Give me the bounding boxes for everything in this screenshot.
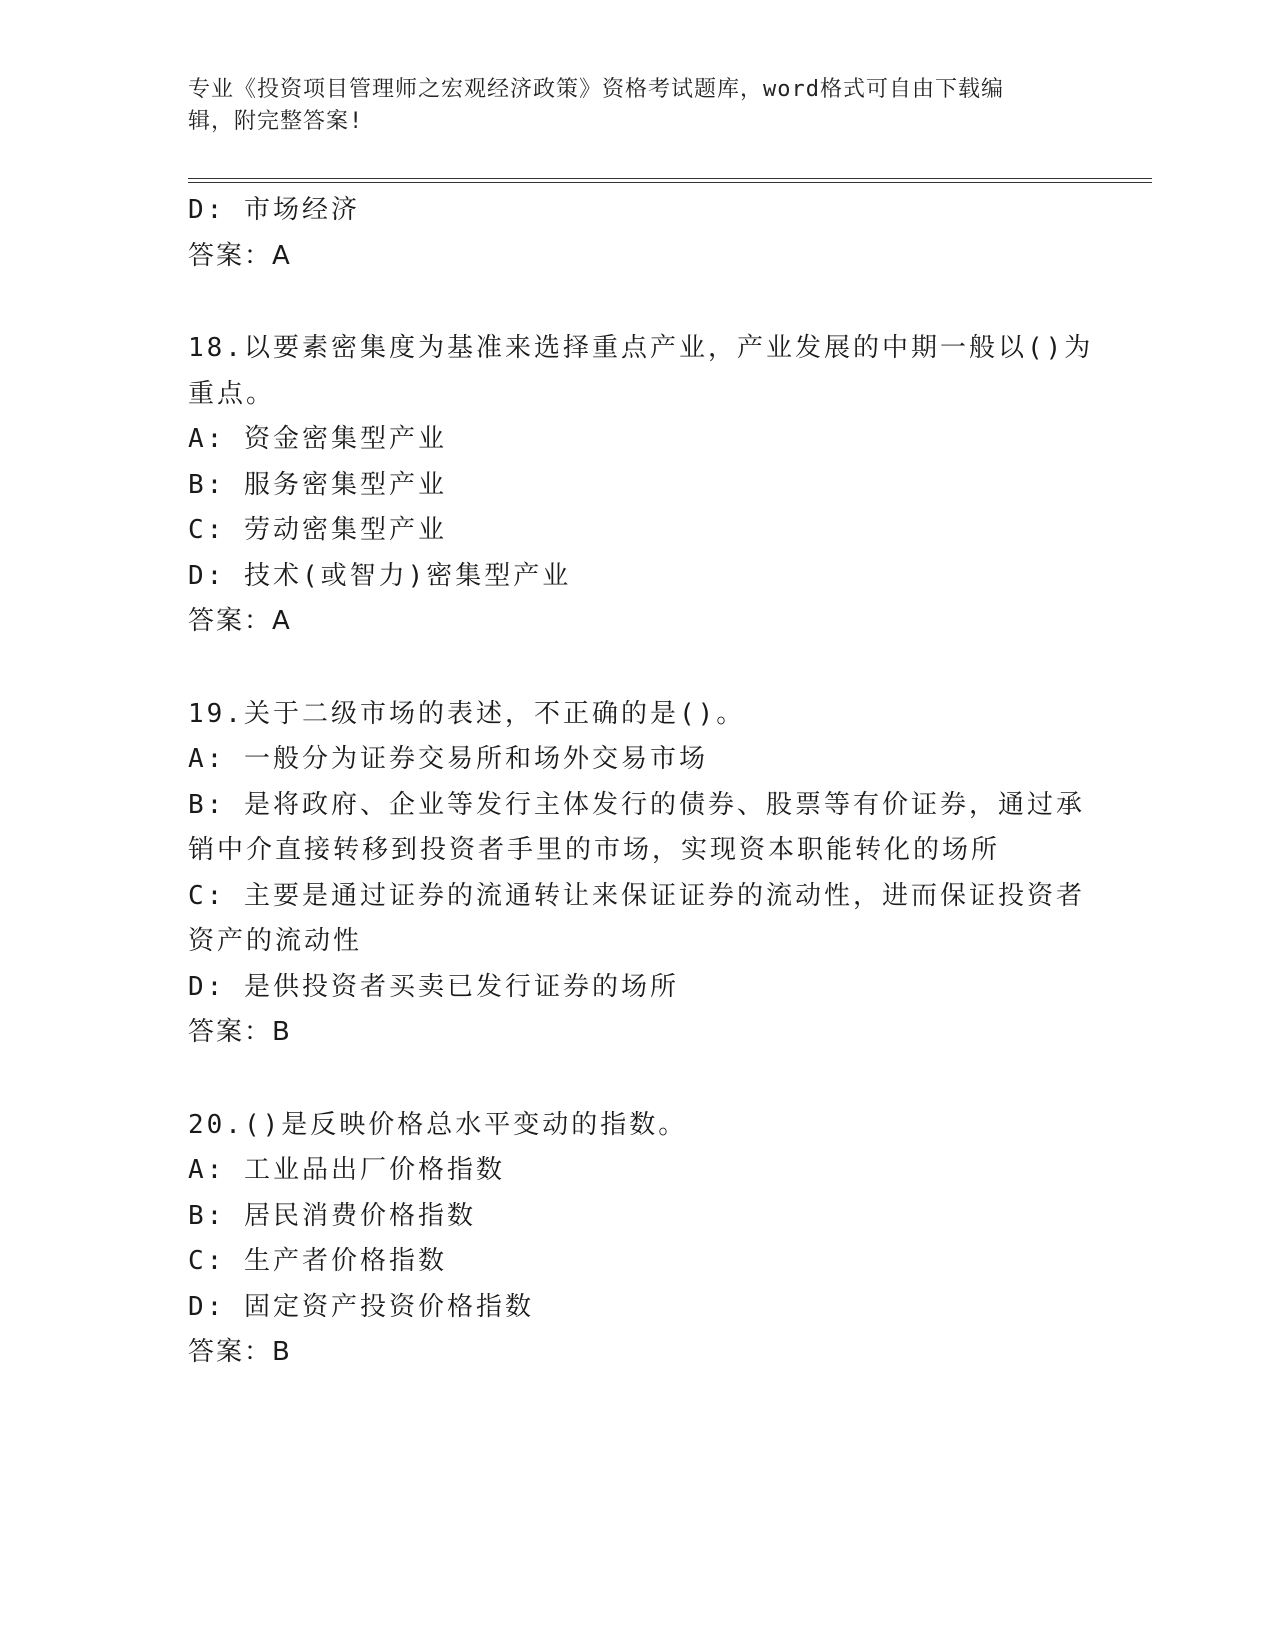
header-rule-bottom	[188, 182, 1152, 183]
option-d: D: 市场经济	[188, 195, 360, 225]
option-c: C: 主要是通过证券的流通转让来保证证券的流动性，进而保证投资者	[188, 880, 1085, 911]
option-a: A: 一般分为证券交易所和场外交易市场	[188, 744, 708, 774]
option-a: A: 资金密集型产业	[188, 424, 447, 454]
option-c: C: 生产者价格指数	[188, 1246, 447, 1276]
answer-line: 答案：B	[188, 1017, 292, 1047]
question-20	[188, 1103, 1088, 1376]
option-b: B: 居民消费价格指数	[188, 1200, 476, 1231]
header-rule-top	[188, 178, 1152, 179]
question-17-tail	[188, 188, 1088, 279]
answer-line: 答案：B	[188, 1337, 292, 1367]
question-18	[188, 326, 1094, 645]
option-c-cont: 资产的流动性	[188, 926, 363, 956]
question-stem: 18.以要素密集度为基准来选择重点产业，产业发展的中期一般以()为	[188, 333, 1094, 363]
option-b: B: 是将政府、企业等发行主体发行的债券、股票等有价证券，通过承	[188, 789, 1085, 820]
question-19	[188, 692, 1088, 1056]
option-d: D: 是供投资者买卖已发行证券的场所	[188, 971, 679, 1002]
option-a: A: 工业品出厂价格指数	[188, 1155, 505, 1185]
header-line-1: 专业《投资项目管理师之宏观经济政策》资格考试题库，word格式可自由下载编	[188, 77, 1004, 102]
question-stem-cont: 重点。	[188, 378, 276, 409]
question-stem: 20.()是反映价格总水平变动的指数。	[188, 1109, 688, 1140]
document-header	[188, 74, 1088, 138]
question-list	[188, 188, 1094, 1376]
option-c: C: 劳动密集型产业	[188, 515, 447, 545]
header-line-2: 辑，附完整答案!	[188, 109, 364, 134]
question-stem: 19.关于二级市场的表述，不正确的是()。	[188, 698, 746, 729]
option-d: D: 技术(或智力)密集型产业	[188, 560, 572, 591]
option-b-cont: 销中介直接转移到投资者手里的市场，实现资本职能转化的场所	[188, 835, 1001, 865]
answer-line: 答案：A	[188, 606, 292, 636]
option-b: B: 服务密集型产业	[188, 469, 447, 500]
option-d: D: 固定资产投资价格指数	[188, 1291, 534, 1322]
answer-line: 答案：A	[188, 240, 292, 271]
